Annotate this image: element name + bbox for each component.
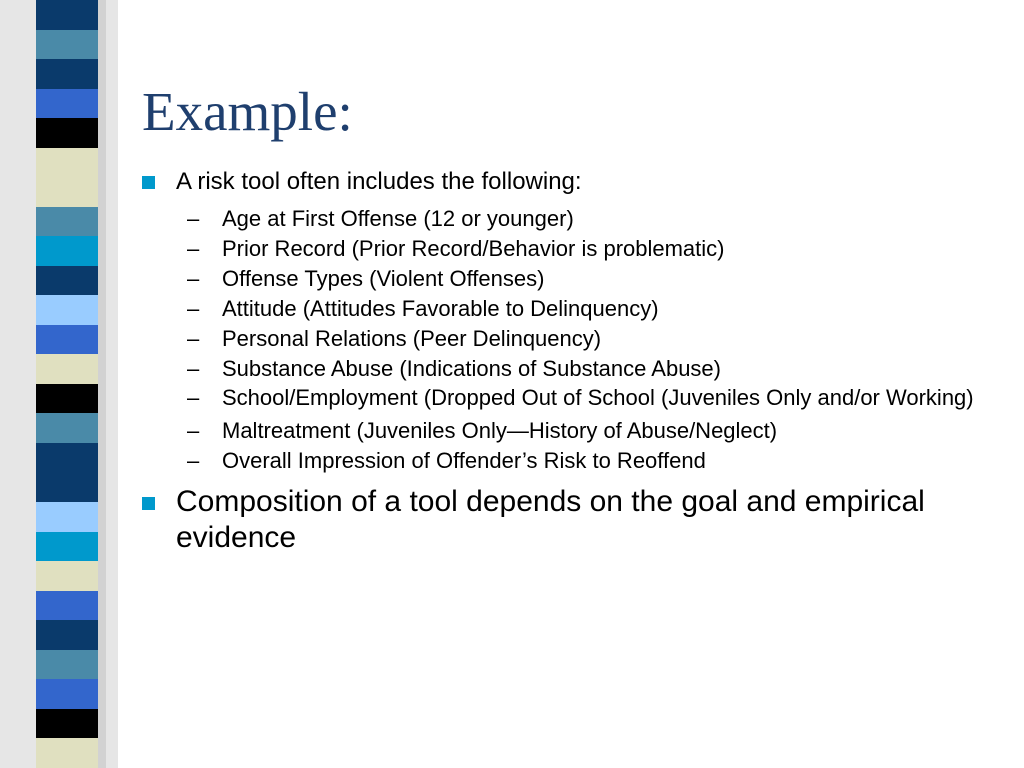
sub-item: [140, 234, 1010, 264]
sub-item: [140, 354, 1010, 384]
dash-marker: –: [187, 356, 200, 381]
stripe-segment: [36, 89, 98, 119]
slide-title: Example:: [142, 81, 353, 142]
stripe-segment: [36, 236, 98, 266]
square-bullet-icon: [142, 497, 155, 510]
bullet-text: A risk tool often includes the following:: [176, 168, 582, 195]
dash-marker: –: [187, 326, 200, 351]
sub-item-text: Overall Impression of Offender’s Risk to Reoffend: [222, 448, 706, 473]
sub-item-text: Prior Record (Prior Record/Behavior is problematic): [222, 236, 725, 261]
stripe-segment: [36, 502, 98, 532]
bullet-text: Composition of a tool depends on the goal and empirical evidence: [176, 485, 925, 554]
stripe-segment: [36, 59, 98, 89]
dash-marker: –: [187, 266, 200, 291]
sub-item-text: Maltreatment (Juveniles Only—History of Abuse/Neglect): [222, 418, 778, 443]
stripe-segment: [36, 118, 98, 148]
stripe-segment: [36, 325, 98, 355]
stripe-segment: [36, 473, 98, 503]
sub-item: [140, 294, 1010, 324]
sub-item: [140, 416, 1010, 446]
sub-item: [140, 264, 1010, 294]
stripe-segment: [36, 177, 98, 207]
sub-item-text: Age at First Offense (12 or younger): [222, 206, 574, 231]
decorative-stripe: [0, 0, 118, 768]
stripe-segments: [36, 0, 98, 768]
stripe-segment: [36, 679, 98, 709]
dash-marker: –: [187, 236, 200, 261]
stripe-segment: [36, 207, 98, 237]
stripe-segment: [36, 443, 98, 473]
stripe-segment: [36, 354, 98, 384]
stripe-segment: [36, 384, 98, 414]
stripe-segment: [36, 650, 98, 680]
stripe-shadow: [98, 0, 106, 768]
stripe-segment: [36, 709, 98, 739]
dash-marker: –: [187, 296, 200, 321]
stripe-segment: [36, 266, 98, 296]
sub-item-text: Personal Relations (Peer Delinquency): [222, 326, 602, 351]
sub-item-text: School/Employment (Dropped Out of School (Juveniles Only and/or Working): [222, 385, 974, 410]
square-bullet-icon: [142, 176, 155, 189]
stripe-segment: [36, 148, 98, 178]
sub-item-text: Attitude (Attitudes Favorable to Delinquency): [222, 296, 659, 321]
stripe-segment: [36, 738, 98, 768]
sub-item-text: Substance Abuse (Indications of Substance Abuse): [222, 356, 721, 381]
stripe-segment: [36, 0, 98, 30]
sub-item: [140, 446, 1010, 476]
dash-marker: –: [187, 448, 200, 473]
sub-item-text: Offense Types (Violent Offenses): [222, 266, 545, 291]
dash-marker: –: [187, 418, 200, 443]
sub-item: [140, 204, 1010, 234]
dash-marker: –: [187, 206, 200, 231]
stripe-segment: [36, 413, 98, 443]
stripe-segment: [36, 295, 98, 325]
stripe-segment: [36, 30, 98, 60]
dash-marker: –: [187, 385, 200, 410]
sub-item: [140, 324, 1010, 354]
stripe-segment: [36, 620, 98, 650]
bullet-item: [140, 484, 1010, 556]
stripe-segment: [36, 561, 98, 591]
slide-body: [140, 168, 1010, 556]
stripe-segment: [36, 532, 98, 562]
bullet-item: [140, 168, 1010, 196]
stripe-segment: [36, 591, 98, 621]
sub-item: [140, 384, 1010, 412]
